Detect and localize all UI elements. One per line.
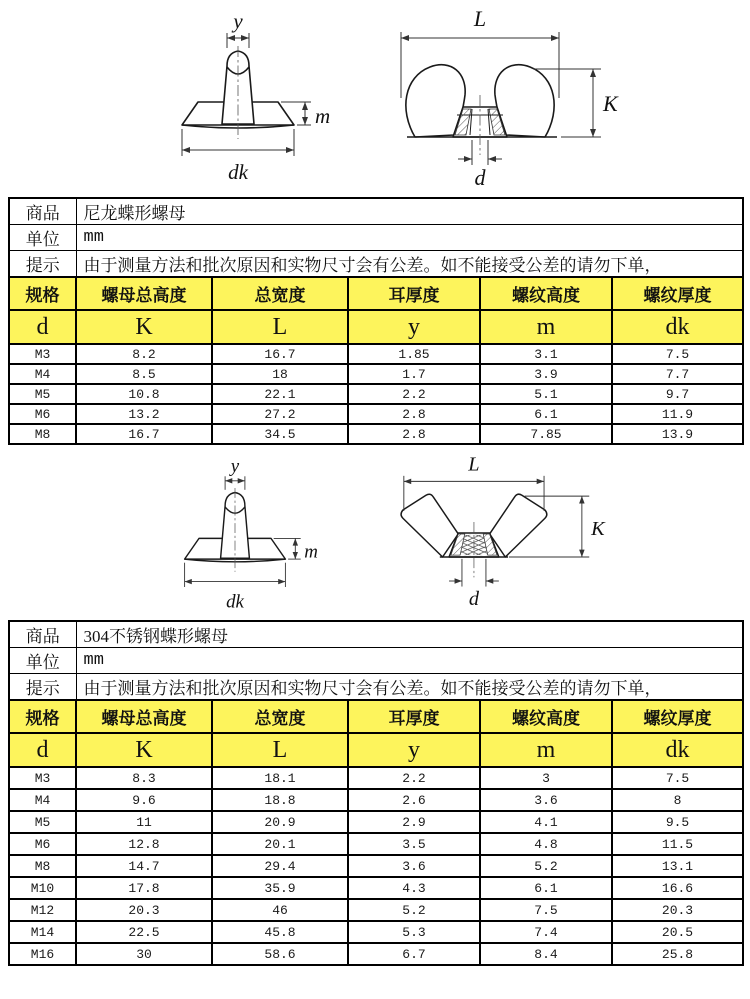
symbol-header-row: [9, 733, 743, 767]
spec-size-cell: M8: [9, 855, 76, 877]
spec-value-cell: 5.3: [348, 921, 480, 943]
spec-value-cell: 45.8: [212, 921, 348, 943]
spec-value-cell: 18.1: [212, 767, 348, 789]
spec-value-cell: 7.5: [612, 767, 743, 789]
product-value: 尼龙蝶形螺母: [76, 198, 743, 225]
spec-size-cell: M8: [9, 424, 76, 444]
col-header-thread-height: 螺纹高度: [480, 277, 612, 310]
dim-label-d: d: [474, 165, 486, 190]
spec-size-cell: M3: [9, 767, 76, 789]
spec-value-cell: 11: [76, 811, 212, 833]
spec-value-cell: 8.2: [76, 344, 212, 364]
spec-value-cell: 12.8: [76, 833, 212, 855]
right-wing-shape: [490, 494, 547, 557]
unit-row: [9, 225, 743, 251]
dim-label-K: K: [591, 517, 605, 540]
col-header-spec: 规格: [9, 277, 76, 310]
spec-size-cell: M16: [9, 943, 76, 965]
note-label: 提示: [9, 674, 76, 701]
dim-label-L: L: [473, 6, 487, 31]
spec-size-cell: M12: [9, 899, 76, 921]
spec-value-cell: 2.2: [348, 767, 480, 789]
spec-size-cell: M5: [9, 384, 76, 404]
spec-value-cell: 46: [212, 899, 348, 921]
dim-label-m: m: [315, 104, 331, 128]
spec-row: [9, 364, 743, 384]
col-header-ear-thickness: 耳厚度: [348, 700, 480, 733]
spec-value-cell: 14.7: [76, 855, 212, 877]
stainless-spec-table: [8, 620, 744, 966]
note-value: 由于测量方法和批次原因和实物尺寸会有公差。如不能接受公差的请勿下单，: [76, 251, 743, 278]
sym-K: K: [76, 733, 212, 767]
spec-value-cell: 8.4: [480, 943, 612, 965]
technical-drawings-nylon: [0, 0, 750, 197]
sym-d: d: [9, 733, 76, 767]
spec-value-cell: 27.2: [212, 404, 348, 424]
spec-value-cell: 3: [480, 767, 612, 789]
spec-row: [9, 833, 743, 855]
spec-value-cell: 3.6: [480, 789, 612, 811]
note-value: 由于测量方法和批次原因和实物尺寸会有公差。如不能接受公差的请勿下单，: [76, 674, 743, 701]
sym-m: m: [480, 733, 612, 767]
unit-value: mm: [76, 648, 743, 674]
col-header-thread-thickness: 螺纹厚度: [612, 277, 743, 310]
dim-label-dk: dk: [228, 160, 248, 184]
spec-value-cell: 25.8: [612, 943, 743, 965]
spec-value-cell: 16.7: [76, 424, 212, 444]
wing-nut-side-view-drawing: [148, 6, 348, 196]
sym-y: y: [348, 733, 480, 767]
spec-value-cell: 20.3: [612, 899, 743, 921]
spec-value-cell: 2.9: [348, 811, 480, 833]
spec-row: [9, 789, 743, 811]
product-row: [9, 198, 743, 225]
note-label: 提示: [9, 251, 76, 278]
spec-value-cell: 7.5: [480, 899, 612, 921]
nylon-spec-table: [8, 197, 744, 445]
spec-value-cell: 2.6: [348, 789, 480, 811]
sym-K: K: [76, 310, 212, 344]
technical-drawings-steel: [0, 444, 750, 620]
spec-value-cell: 1.7: [348, 364, 480, 384]
sym-L: L: [212, 310, 348, 344]
spec-value-cell: 8.3: [76, 767, 212, 789]
spec-value-cell: 2.8: [348, 404, 480, 424]
spec-value-cell: 20.5: [612, 921, 743, 943]
spec-value-cell: 20.1: [212, 833, 348, 855]
dim-label-K: K: [603, 91, 618, 116]
spec-value-cell: 8.5: [76, 364, 212, 384]
spec-value-cell: 8: [612, 789, 743, 811]
col-header-thread-height: 螺纹高度: [480, 700, 612, 733]
sym-d: d: [9, 310, 76, 344]
spec-value-cell: 3.9: [480, 364, 612, 384]
unit-value: mm: [76, 225, 743, 251]
spec-row: [9, 424, 743, 444]
spec-value-cell: 7.4: [480, 921, 612, 943]
spec-value-cell: 10.8: [76, 384, 212, 404]
spec-size-cell: M6: [9, 833, 76, 855]
spec-value-cell: 35.9: [212, 877, 348, 899]
sym-dk: dk: [612, 733, 743, 767]
product-label: 商品: [9, 198, 76, 225]
col-header-thread-thickness: 螺纹厚度: [612, 700, 743, 733]
spec-value-cell: 5.1: [480, 384, 612, 404]
col-header-total-width: 总宽度: [212, 700, 348, 733]
spec-value-cell: 13.1: [612, 855, 743, 877]
spec-size-cell: M4: [9, 364, 76, 384]
spec-value-cell: 17.8: [76, 877, 212, 899]
spec-size-cell: M4: [9, 789, 76, 811]
column-header-row: [9, 277, 743, 310]
dim-label-d: d: [468, 587, 480, 610]
spec-value-cell: 9.5: [612, 811, 743, 833]
spec-value-cell: 34.5: [212, 424, 348, 444]
spec-row: [9, 384, 743, 404]
wing-nut-front-view-drawing: [385, 2, 630, 197]
spec-value-cell: 4.3: [348, 877, 480, 899]
spec-value-cell: 11.5: [612, 833, 743, 855]
spec-value-cell: 6.7: [348, 943, 480, 965]
symbol-header-row: [9, 310, 743, 344]
spec-value-cell: 4.1: [480, 811, 612, 833]
spec-value-cell: 3.5: [348, 833, 480, 855]
spec-value-cell: 4.8: [480, 833, 612, 855]
product-row: [9, 621, 743, 648]
spec-value-cell: 13.9: [612, 424, 743, 444]
spec-value-cell: 29.4: [212, 855, 348, 877]
spec-size-cell: M10: [9, 877, 76, 899]
spec-value-cell: 2.2: [348, 384, 480, 404]
spec-row: [9, 943, 743, 965]
spec-value-cell: 5.2: [480, 855, 612, 877]
col-header-total-height: 螺母总高度: [76, 277, 212, 310]
dim-label-m: m: [304, 541, 318, 563]
spec-value-cell: 20.3: [76, 899, 212, 921]
spec-row: [9, 855, 743, 877]
dim-label-L: L: [468, 453, 480, 476]
spec-value-cell: 3.6: [348, 855, 480, 877]
spec-value-cell: 18.8: [212, 789, 348, 811]
column-header-row: [9, 700, 743, 733]
spec-value-cell: 7.5: [612, 344, 743, 364]
unit-label: 单位: [9, 225, 76, 251]
product-label: 商品: [9, 621, 76, 648]
spec-value-cell: 18: [212, 364, 348, 384]
spec-value-cell: 6.1: [480, 877, 612, 899]
spec-row: [9, 767, 743, 789]
spec-value-cell: 5.2: [348, 899, 480, 921]
spec-size-cell: M3: [9, 344, 76, 364]
spec-value-cell: 58.6: [212, 943, 348, 965]
col-header-ear-thickness: 耳厚度: [348, 277, 480, 310]
note-row: [9, 674, 743, 701]
spec-value-cell: 9.6: [76, 789, 212, 811]
spec-value-cell: 3.1: [480, 344, 612, 364]
spec-value-cell: 2.8: [348, 424, 480, 444]
left-wing-shape: [401, 494, 458, 557]
spec-value-cell: 16.7: [212, 344, 348, 364]
sym-m: m: [480, 310, 612, 344]
spec-row: [9, 404, 743, 424]
spec-row: [9, 899, 743, 921]
spec-size-cell: M14: [9, 921, 76, 943]
sym-L: L: [212, 733, 348, 767]
spec-value-cell: 22.1: [212, 384, 348, 404]
spec-row: [9, 877, 743, 899]
col-header-total-height: 螺母总高度: [76, 700, 212, 733]
sym-y: y: [348, 310, 480, 344]
spec-value-cell: 7.85: [480, 424, 612, 444]
dim-label-y: y: [233, 9, 243, 33]
unit-row: [9, 648, 743, 674]
spec-size-cell: M5: [9, 811, 76, 833]
spec-value-cell: 11.9: [612, 404, 743, 424]
spec-value-cell: 7.7: [612, 364, 743, 384]
spec-value-cell: 9.7: [612, 384, 743, 404]
spec-row: [9, 811, 743, 833]
spec-size-cell: M6: [9, 404, 76, 424]
spec-row: [9, 921, 743, 943]
spec-value-cell: 16.6: [612, 877, 743, 899]
wing-nut-side-view-drawing: [154, 452, 334, 623]
spec-value-cell: 13.2: [76, 404, 212, 424]
spec-row: [9, 344, 743, 364]
col-header-total-width: 总宽度: [212, 277, 348, 310]
dim-label-y: y: [230, 455, 240, 477]
spec-value-cell: 20.9: [212, 811, 348, 833]
spec-value-cell: 6.1: [480, 404, 612, 424]
col-header-spec: 规格: [9, 700, 76, 733]
wing-nut-front-view-threaded-drawing: [390, 448, 616, 619]
unit-label: 单位: [9, 648, 76, 674]
product-value: 304不锈钢蝶形螺母: [76, 621, 743, 648]
sym-dk: dk: [612, 310, 743, 344]
note-row: [9, 251, 743, 278]
spec-value-cell: 1.85: [348, 344, 480, 364]
dim-label-dk: dk: [226, 591, 244, 613]
spec-value-cell: 30: [76, 943, 212, 965]
spec-value-cell: 22.5: [76, 921, 212, 943]
